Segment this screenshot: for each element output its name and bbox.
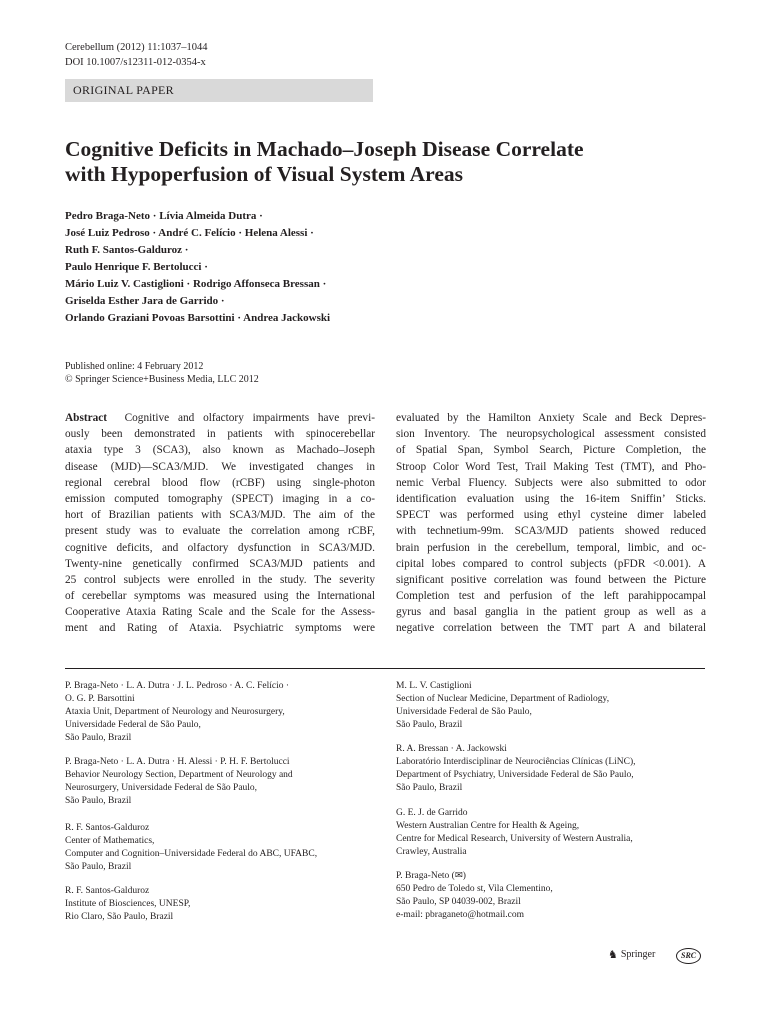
abstract-line: of cerebellar symptoms was measured using the International [65, 590, 375, 603]
affiliation-line: Western Australian Centre for Health & Ageing, [396, 821, 580, 831]
affiliation-block [65, 680, 375, 745]
abstract-line: regional cerebral blood flow (rCBF) using single-photon [65, 476, 375, 489]
affiliation-line: Institute of Biosciences, UNESP, [65, 899, 191, 909]
abstract-line: disease (MJD)—SCA3/MJD. We investigated changes in [65, 460, 375, 473]
title-line: with Hypoperfusion of Visual System Areas [65, 162, 463, 186]
affiliation-line: Computer and Cognition–Universidade Federal do ABC, UFABC, [65, 849, 318, 859]
affiliation-line: M. L. V. Castiglioni [396, 681, 472, 691]
affiliation-line: Department of Psychiatry, Universidade Federal de São Paulo, [396, 770, 634, 780]
abstract-line [65, 410, 375, 426]
affiliation-line: 650 Pedro de Toledo st, Vila Clementino, [396, 884, 553, 894]
paper-title [65, 137, 705, 187]
affiliation-line: P. Braga-Neto (✉) [396, 871, 466, 881]
abstract-line: nemic Verbal Fluency. Subjects were also submitted to odor [396, 476, 706, 489]
publication-info [65, 360, 259, 386]
abstract-line: of Spatial Span, Symbol Search, Picture Completion, the [396, 444, 706, 457]
abstract-line: sion Inventory. The neuropsychological assessment consisted [396, 428, 706, 441]
affiliation-line: Laboratório Interdisciplinar de Neurociências Clínicas (LiNC), [396, 757, 636, 767]
abstract-line-text: Cognitive and olfactory impairments have previ- [124, 412, 375, 424]
affiliation-block [396, 807, 706, 859]
journal-citation: Cerebellum (2012) 11:1037–1044 [65, 42, 208, 53]
abstract-line: ously been demonstrated in patients with spinocerebellar [65, 428, 375, 441]
affiliation-line: São Paulo, Brazil [396, 783, 463, 793]
publisher-name: Springer [620, 949, 656, 960]
author-line: Pedro Braga-Neto · Lívia Almeida Dutra · [65, 210, 263, 222]
author-line: Mário Luiz V. Castiglioni · Rodrigo Affonseca Bressan · [65, 278, 327, 290]
abstract-line: Stroop Color Word Test, Trail Making Test (TMT), and Pho- [396, 460, 706, 473]
abstract-line: hort of Brazilian patients with SCA3/MJD. The aim of the [65, 509, 375, 522]
affiliation-block [65, 885, 375, 924]
abstract-line: ataxia type 3 (SCA3), also known as Machado–Joseph [65, 444, 375, 457]
abstract-column-right [396, 410, 706, 637]
abstract-line: emission computed tomography (SPECT) imaging in a co- [65, 492, 375, 505]
abstract-line: negative correlation between the TMT part A and bilateral [396, 622, 706, 635]
abstract-line: Twenty-nine genetically confirmed SCA3/MJD patients and [65, 557, 375, 570]
affiliation-line: R. A. Bressan · A. Jackowski [396, 744, 507, 754]
abstract-line: gyrus and basal ganglia in the patient group as well as a [396, 606, 706, 619]
abstract-line: cipital lobes compared to control subjects (pFDR <0.001). A [396, 557, 706, 570]
copyright: © Springer Science+Business Media, LLC 2012 [65, 374, 259, 385]
abstract-line: significant positive correlation was found between the Picture [396, 573, 706, 586]
affiliation-line: P. Braga-Neto · L. A. Dutra · J. L. Pedroso · A. C. Felício · [65, 681, 290, 691]
affiliation-block [65, 756, 375, 808]
doi: DOI 10.1007/s12311-012-0354-x [65, 57, 206, 68]
abstract-line: 25 control subjects were enrolled in the study. The severity [65, 573, 375, 586]
affiliation-line: São Paulo, Brazil [65, 796, 132, 806]
affiliation-line: R. F. Santos-Galduroz [65, 823, 150, 833]
author-line: Orlando Graziani Povoas Barsottini · Andrea Jackowski [65, 312, 331, 324]
abstract-line: identification evaluation using the 16-item Sniffin’ Sticks. [396, 492, 706, 505]
abstract-line: ment and Rating of Ataxia. Psychiatric symptoms were [65, 622, 375, 635]
abstract-line: evaluated by the Hamilton Anxiety Scale and Beck Depres- [396, 412, 706, 424]
affiliation-line: Centre for Medical Research, University of Western Australia, [396, 834, 633, 844]
abstract-line: SPECT was performed using ethyl cysteine dimer labeled [396, 509, 706, 522]
affiliation-line: São Paulo, Brazil [65, 733, 132, 743]
abstract-line: with technetium-99m. SCA3/MJD patients showed reduced [396, 525, 706, 538]
author-line: Griselda Esther Jara de Garrido · [65, 295, 225, 307]
affiliation-block [396, 870, 706, 922]
affiliation-block [65, 822, 375, 874]
title-line: Cognitive Deficits in Machado–Joseph Disease Correlate [65, 137, 584, 161]
affiliation-line: O. G. P. Barsottini [65, 694, 135, 704]
affiliation-line: Universidade Federal de São Paulo, [396, 707, 532, 717]
springer-horse-icon: ♞ [608, 949, 618, 961]
affiliation-line: G. E. J. de Garrido [396, 808, 468, 818]
affiliation-line: Section of Nuclear Medicine, Department of Radiology, [396, 694, 610, 704]
society-logo: SRC [676, 948, 701, 964]
affiliation-line: Universidade Federal de São Paulo, [65, 720, 201, 730]
journal-info [65, 40, 208, 70]
footnote-divider [65, 668, 705, 669]
affiliation-block [396, 680, 706, 732]
abstract-line: cognitive deficits, and olfactory dysfunction in SCA3/MJD. [65, 541, 375, 554]
affiliation-line: Behavior Neurology Section, Department of Neurology and [65, 770, 293, 780]
published-date: Published online: 4 February 2012 [65, 361, 204, 372]
abstract-line: Cooperative Ataxia Rating Scale and the Scale for the Assess- [65, 606, 375, 619]
affiliation-line: Neurosurgery, Universidade Federal de São Paulo, [65, 783, 258, 793]
affiliation-line: R. F. Santos-Galduroz [65, 886, 150, 896]
affiliation-line: São Paulo, Brazil [65, 862, 132, 872]
author-list [65, 208, 330, 327]
affiliation-line: São Paulo, Brazil [396, 720, 463, 730]
affiliation-line: P. Braga-Neto · L. A. Dutra · H. Alessi · P. H. F. Bertolucci [65, 757, 290, 767]
author-line: José Luiz Pedroso · André C. Felício · Helena Alessi · [65, 227, 314, 239]
affiliation-line: e-mail: pbraganeto@hotmail.com [396, 910, 524, 920]
abstract-line: present study was to evaluate the correlation among rCBF, [65, 525, 375, 538]
article-type-banner: ORIGINAL PAPER [65, 79, 373, 102]
affiliation-line: Center of Mathematics, [65, 836, 155, 846]
affiliation-block [396, 743, 706, 795]
affiliation-line: Ataxia Unit, Department of Neurology and Neurosurgery, [65, 707, 285, 717]
springer-logo [608, 948, 655, 962]
abstract-column-left [65, 410, 375, 637]
abstract-line: Completion test and perfusion of the left parahippocampal [396, 590, 706, 603]
affiliation-line: Rio Claro, São Paulo, Brazil [65, 912, 174, 922]
author-line: Paulo Henrique F. Bertolucci · [65, 261, 208, 273]
affiliation-line: Crawley, Australia [396, 847, 467, 857]
abstract-heading: Abstract [65, 412, 108, 424]
abstract-line: brain perfusion in the cerebellum, temporal, limbic, and oc- [396, 541, 706, 554]
affiliation-line: São Paulo, SP 04039-002, Brazil [396, 897, 521, 907]
author-line: Ruth F. Santos-Galduroz · [65, 244, 189, 256]
